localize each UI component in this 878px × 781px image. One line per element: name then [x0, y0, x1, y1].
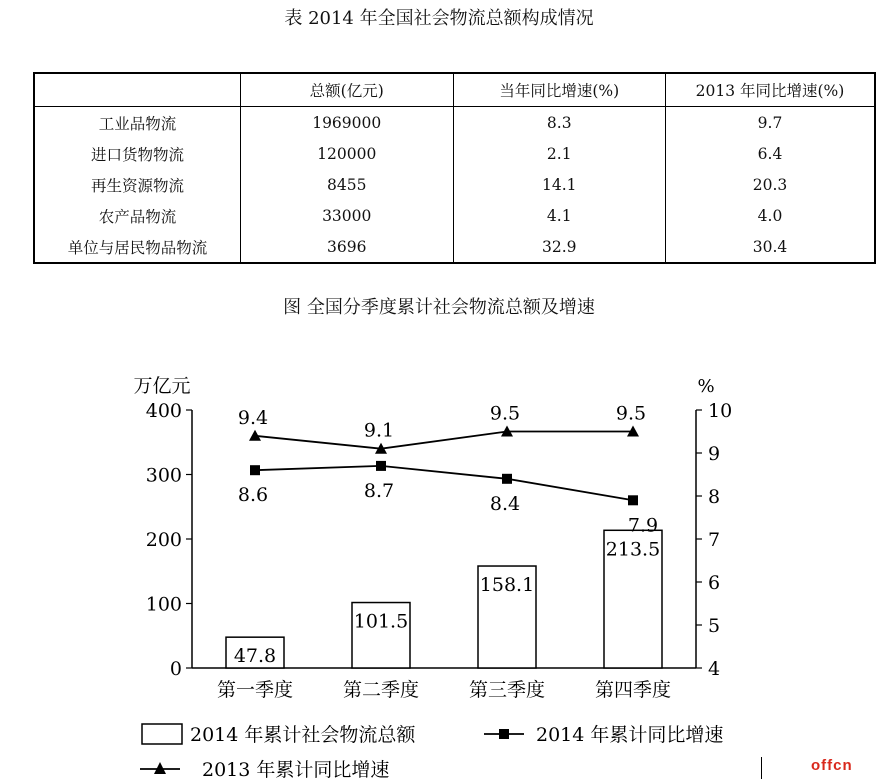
left-tick-label: 300 — [145, 464, 182, 487]
right-axis-unit: % — [697, 376, 715, 397]
series-line-2014 — [255, 466, 633, 500]
table-header-cell: 当年同比增速(%) — [453, 73, 665, 107]
category-label: 第四季度 — [594, 679, 672, 701]
table-cell: 30.4 — [665, 231, 875, 263]
legend-triangle-marker — [154, 762, 166, 774]
watermark-divider — [761, 757, 762, 779]
right-tick-label: 4 — [708, 658, 721, 680]
table-cell: 单位与居民物品物流 — [34, 231, 240, 263]
table-cell: 2.1 — [453, 138, 665, 169]
point-value-label: 9.1 — [363, 419, 395, 442]
table-cell: 8455 — [240, 169, 453, 200]
point-value-label: 9.5 — [615, 402, 647, 425]
category-label: 第三季度 — [468, 679, 546, 701]
bar-value-label: 101.5 — [353, 610, 409, 633]
table-cell: 4.0 — [665, 200, 875, 231]
left-axis-unit: 万亿元 — [133, 375, 191, 397]
right-tick-label: 5 — [708, 615, 721, 637]
chart-title: 图 全国分季度累计社会物流总额及增速 — [283, 297, 595, 318]
left-tick-label: 200 — [145, 529, 182, 551]
table-cell: 33000 — [240, 200, 453, 231]
square-marker — [502, 474, 512, 484]
table-header-cell: 总额(亿元) — [240, 73, 453, 107]
triangle-marker — [249, 430, 261, 441]
table-cell: 4.1 — [453, 200, 665, 231]
legend-label: 2013 年累计同比增速 — [202, 759, 390, 781]
right-tick-label: 6 — [708, 572, 721, 594]
watermark-logo: offcn — [811, 757, 853, 774]
square-marker — [250, 465, 260, 475]
table-cell: 14.1 — [453, 169, 665, 200]
table-cell: 8.3 — [453, 107, 665, 139]
point-value-label: 8.6 — [237, 484, 269, 507]
category-label: 第二季度 — [342, 679, 420, 701]
point-value-label: 8.7 — [363, 479, 395, 502]
category-label: 第一季度 — [216, 679, 294, 701]
right-tick-label: 9 — [708, 443, 721, 465]
bar-value-label: 47.8 — [233, 645, 277, 668]
table-cell: 进口货物物流 — [34, 138, 240, 169]
table-cell: 9.7 — [665, 107, 875, 139]
legend-square-marker — [499, 729, 509, 739]
left-tick-label: 100 — [145, 593, 182, 616]
right-tick-label: 8 — [708, 486, 721, 508]
square-marker — [628, 495, 638, 505]
legend-label: 2014 年累计同比增速 — [536, 724, 724, 746]
point-value-label: 9.4 — [237, 406, 269, 429]
table-cell: 120000 — [240, 138, 453, 169]
right-tick-label: 7 — [708, 529, 721, 551]
point-value-label: 9.5 — [489, 402, 521, 425]
table-cell: 20.3 — [665, 169, 875, 200]
table-cell: 6.4 — [665, 138, 875, 169]
table-cell: 再生资源物流 — [34, 169, 240, 200]
table-cell: 工业品物流 — [34, 107, 240, 139]
table-cell: 农产品物流 — [34, 200, 240, 231]
legend-label: 2014 年累计社会物流总额 — [190, 724, 416, 746]
series-line-2013 — [255, 432, 633, 449]
bar-value-label: 213.5 — [605, 538, 661, 561]
table-cell: 32.9 — [453, 231, 665, 263]
left-tick-label: 400 — [145, 400, 182, 422]
square-marker — [376, 461, 386, 471]
point-value-label: 7.9 — [627, 514, 659, 537]
table-cell: 1969000 — [240, 107, 453, 139]
point-value-label: 8.4 — [489, 492, 521, 515]
table-title: 表 2014 年全国社会物流总额构成情况 — [284, 8, 594, 29]
legend-bar-swatch — [142, 724, 182, 744]
bar-value-label: 158.1 — [479, 574, 535, 597]
right-tick-label: 10 — [708, 400, 733, 422]
left-tick-label: 0 — [169, 658, 182, 680]
table-header-cell: 2013 年同比增速(%) — [665, 73, 875, 107]
table-cell: 3696 — [240, 231, 453, 263]
